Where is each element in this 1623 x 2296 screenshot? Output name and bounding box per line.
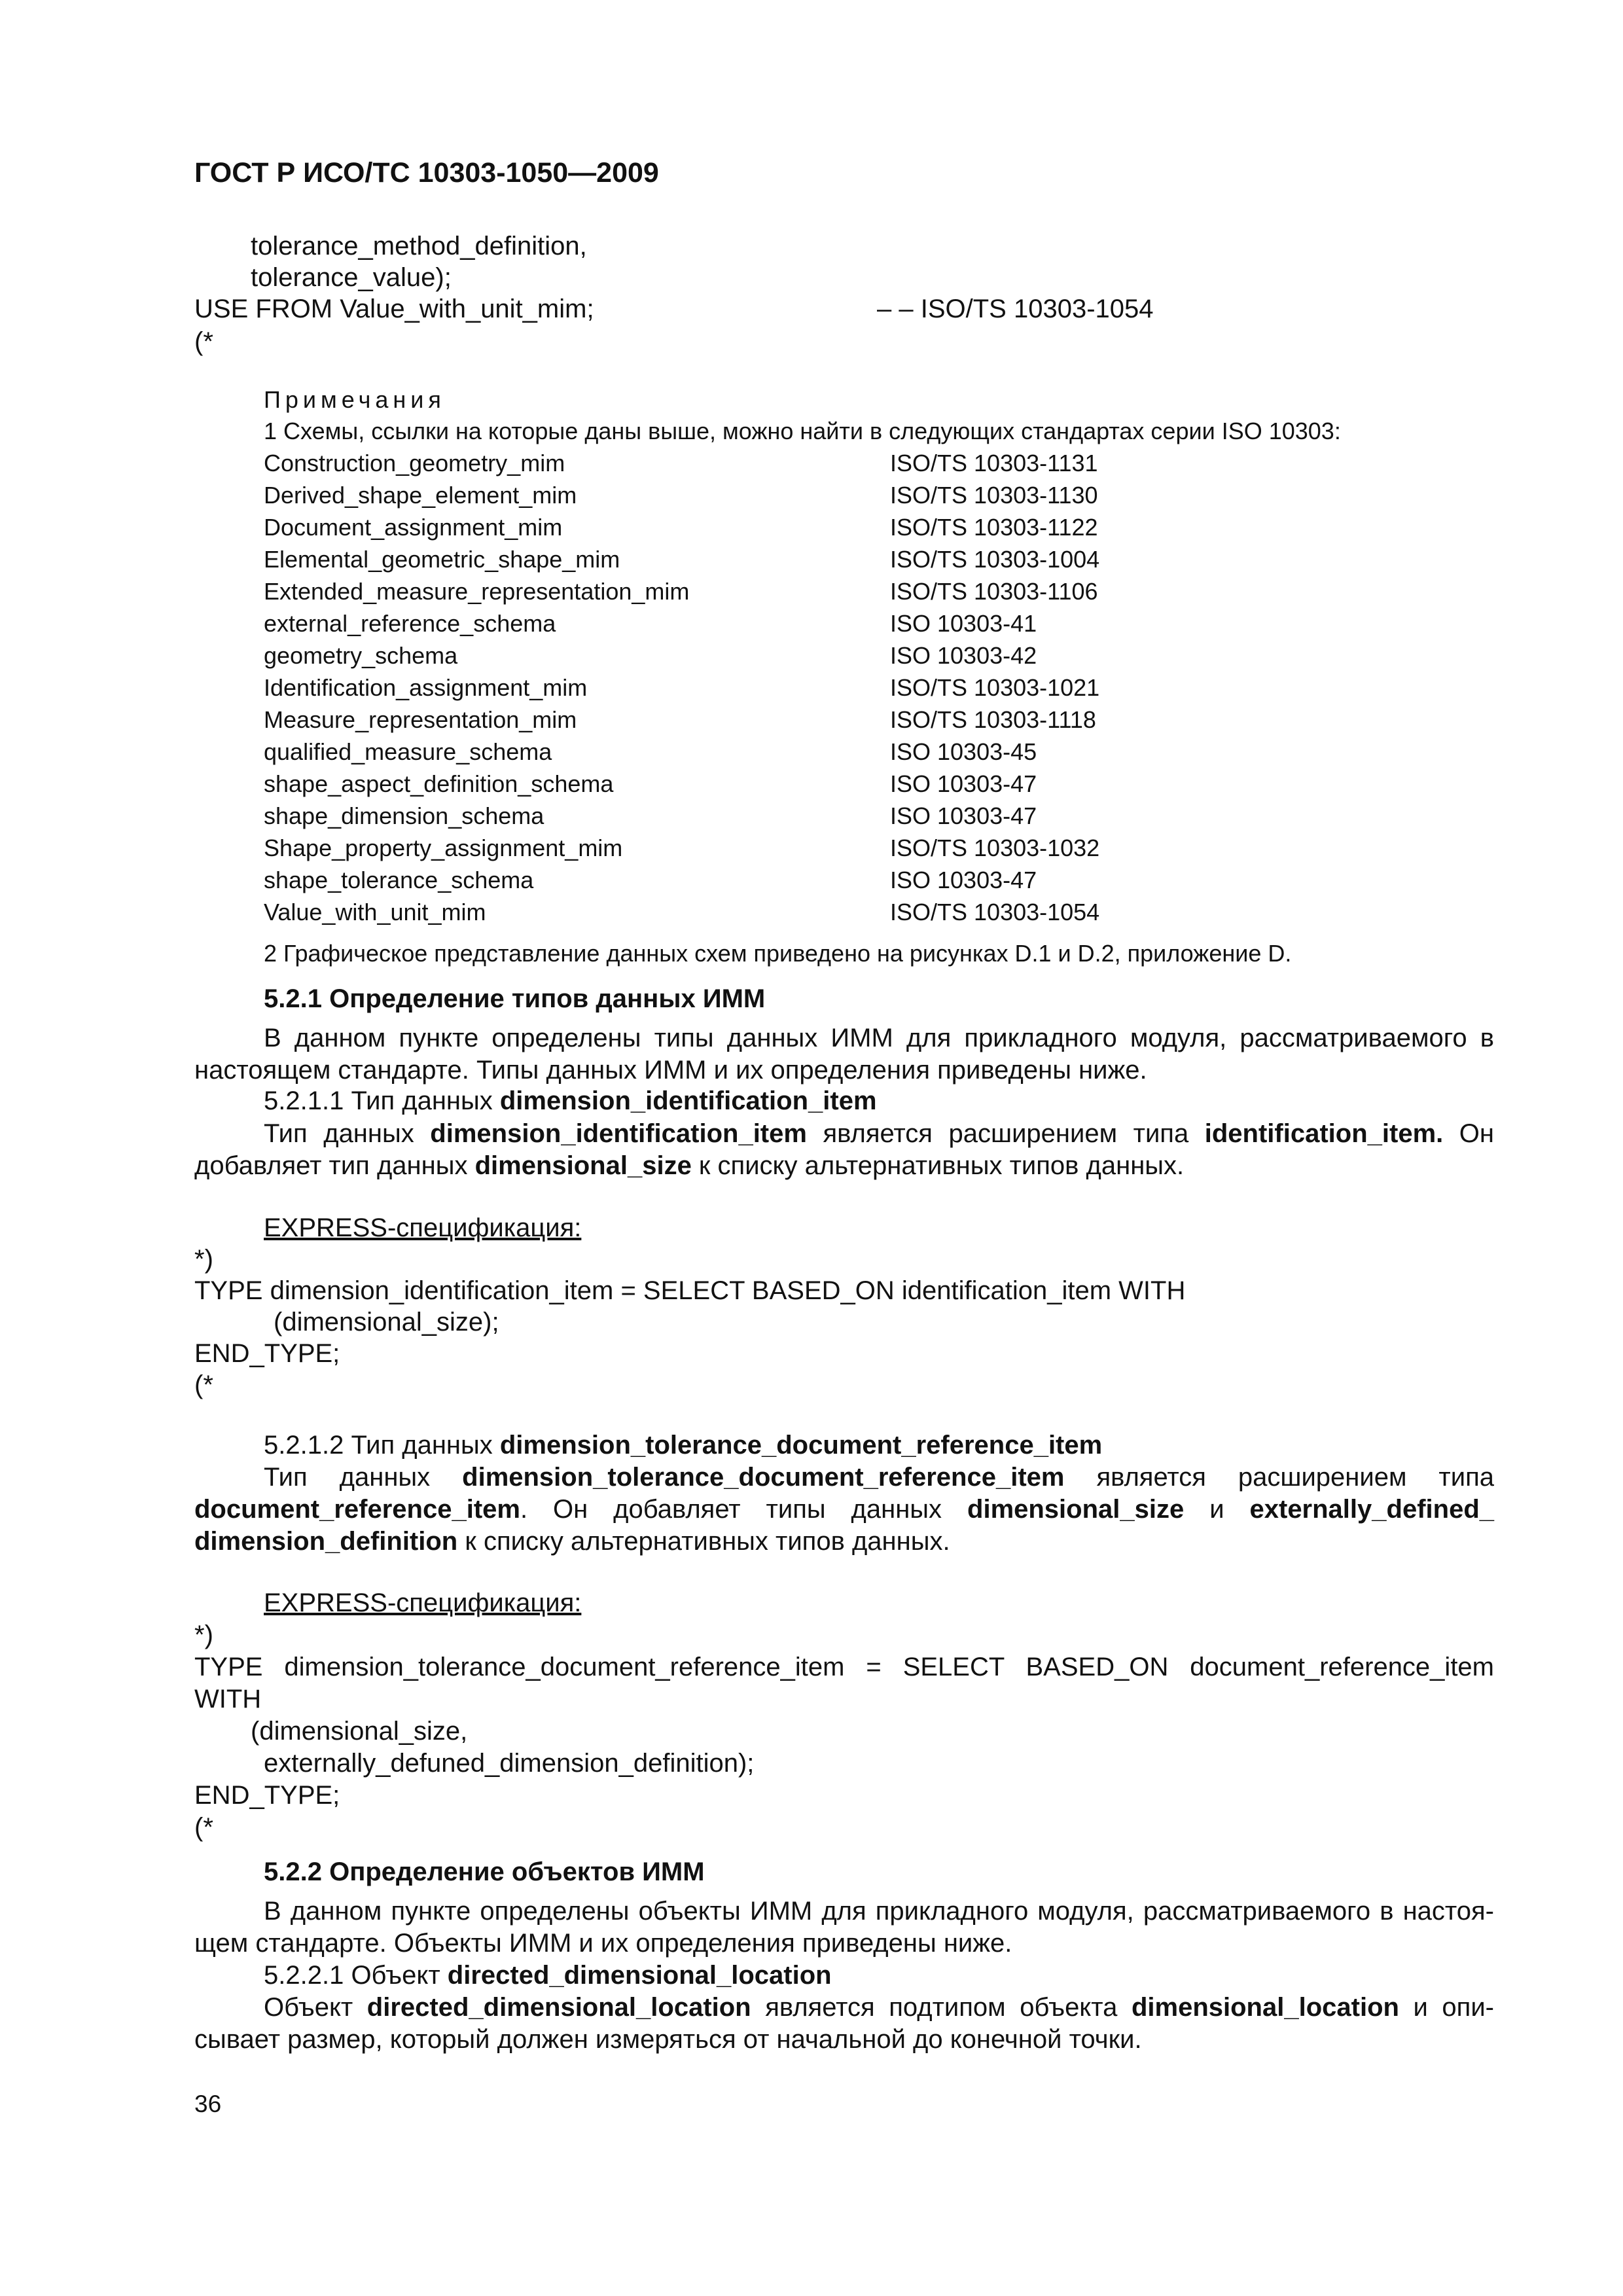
- paragraph-line: настоящем стандарте. Типы данных ИММ и их определения приведены ниже.: [194, 1056, 1147, 1085]
- notes-heading: Примечания: [264, 386, 446, 413]
- paragraph-line: Объект directed_dimensional_location является подтипом объекта dimensional_location и опи-: [264, 1993, 1495, 2022]
- term: dimension_identification_item: [430, 1119, 807, 1148]
- schema-name: external_reference_schema: [264, 610, 556, 637]
- code-line: (dimensional_size);: [274, 1308, 499, 1336]
- paragraph-line: щем стандарте. Объекты ИММ и их определения приведены ниже.: [194, 1929, 1012, 1958]
- term: dimensional_location: [1131, 1993, 1399, 2022]
- schema-name: Measure_representation_mim: [264, 706, 577, 733]
- page-number: 36: [194, 2090, 222, 2117]
- code-line: tolerance_method_definition,: [251, 232, 587, 260]
- note-2: 2 Графическое представление данных схем приведено на рисунках D.1 и D.2, приложение D.: [264, 940, 1292, 967]
- schema-standard: ISO/TS 10303-1130: [890, 482, 1098, 509]
- code-line: (*: [194, 327, 213, 356]
- schema-name: Extended_measure_representation_mim: [264, 578, 690, 605]
- paragraph-line: Тип данных dimension_tolerance_document_reference_item является расширением типа: [264, 1463, 1495, 1492]
- code-line: WITH: [194, 1685, 262, 1713]
- section-heading: 5.2.2 Определение объектов ИММ: [264, 1857, 705, 1886]
- schema-standard: ISO/TS 10303-1106: [890, 578, 1098, 605]
- schema-name: Shape_property_assignment_mim: [264, 834, 623, 861]
- schema-standard: ISO 10303-42: [890, 642, 1037, 669]
- schema-name: Construction_geometry_mim: [264, 450, 565, 476]
- code-comment: – – ISO/TS 10303-1054: [877, 295, 1154, 323]
- section-heading: 5.2.1 Определение типов данных ИММ: [264, 984, 766, 1013]
- schema-standard: ISO/TS 10303-1004: [890, 546, 1100, 573]
- code-line: *): [194, 1621, 213, 1649]
- paragraph-line: добавляет тип данных dimensional_size к списку альтернативных типов данных.: [194, 1151, 1185, 1180]
- code-line: END_TYPE;: [194, 1781, 340, 1810]
- schema-standard: ISO/TS 10303-1032: [890, 834, 1100, 861]
- schema-name: geometry_schema: [264, 642, 458, 669]
- schema-standard: ISO 10303-47: [890, 770, 1037, 797]
- subsection-heading: 5.2.1.2 Тип данных dimension_tolerance_document_reference_item: [264, 1431, 1103, 1460]
- schema-name: Derived_shape_element_mim: [264, 482, 577, 509]
- code-line: externally_defuned_dimension_definition);: [264, 1749, 755, 1778]
- schema-name: shape_dimension_schema: [264, 802, 544, 829]
- schema-name: Identification_assignment_mim: [264, 674, 588, 701]
- code-line: (*: [194, 1813, 213, 1842]
- paragraph-line: сывает размер, который должен измеряться от начальной до конечной точки.: [194, 2025, 1142, 2054]
- schema-standard: ISO/TS 10303-1054: [890, 899, 1100, 925]
- schema-standard: ISO 10303-47: [890, 802, 1037, 829]
- paragraph-line: dimension_definition к списку альтернативных типов данных.: [194, 1527, 950, 1556]
- schema-standard: ISO 10303-45: [890, 738, 1037, 765]
- term: document_reference_item: [194, 1495, 520, 1524]
- schema-standard: ISO 10303-41: [890, 610, 1037, 637]
- term: dimensional_size: [967, 1495, 1185, 1524]
- term: dimension_definition: [194, 1527, 458, 1556]
- term: directed_dimensional_location: [447, 1961, 832, 1990]
- code-line: tolerance_value);: [251, 263, 452, 292]
- term: dimension_tolerance_document_reference_item: [462, 1463, 1065, 1492]
- schema-standard: ISO/TS 10303-1118: [890, 706, 1096, 733]
- code-line: (dimensional_size,: [251, 1717, 468, 1746]
- schema-name: Document_assignment_mim: [264, 514, 563, 541]
- subsection-heading: 5.2.2.1 Объект directed_dimensional_location: [264, 1961, 832, 1990]
- term: directed_dimensional_location: [366, 1993, 751, 2022]
- schema-standard: ISO 10303-47: [890, 867, 1037, 893]
- paragraph-line: document_reference_item. Он добавляет типы данных dimensional_size и externally_defined_: [194, 1495, 1494, 1524]
- term: dimension_identification_item: [499, 1086, 877, 1115]
- schema-name: shape_tolerance_schema: [264, 867, 534, 893]
- express-label: EXPRESS-спецификация:: [264, 1588, 582, 1617]
- code-line: (*: [194, 1371, 213, 1399]
- term: externally_defined_: [1249, 1495, 1494, 1524]
- schema-name: Value_with_unit_mim: [264, 899, 486, 925]
- term: dimension_tolerance_document_reference_item: [499, 1431, 1103, 1460]
- code-line: USE FROM Value_with_unit_mim;: [194, 295, 594, 323]
- subsection-heading: 5.2.1.1 Тип данных dimension_identification_item: [264, 1086, 877, 1115]
- term: dimensional_size: [474, 1151, 692, 1180]
- schema-name: qualified_measure_schema: [264, 738, 552, 765]
- express-label: EXPRESS-спецификация:: [264, 1213, 582, 1242]
- schema-standard: ISO/TS 10303-1131: [890, 450, 1098, 476]
- note-1: 1 Схемы, ссылки на которые даны выше, можно найти в следующих стандартах серии ISO 10303:: [264, 418, 1341, 444]
- code-line: TYPE dimension_identification_item = SELECT BASED_ON identification_item WITH: [194, 1276, 1186, 1305]
- code-line: TYPE dimension_tolerance_document_reference_item = SELECT BASED_ON document_reference_item: [194, 1653, 1494, 1681]
- schema-name: Elemental_geometric_shape_mim: [264, 546, 620, 573]
- paragraph-line: В данном пункте определены типы данных ИММ для прикладного модуля, рассматриваемого в: [264, 1024, 1494, 1052]
- schema-standard: ISO/TS 10303-1122: [890, 514, 1098, 541]
- code-line: *): [194, 1245, 213, 1274]
- schema-standard: ISO/TS 10303-1021: [890, 674, 1100, 701]
- paragraph-line: В данном пункте определены объекты ИММ для прикладного модуля, рассматриваемого в настоя-: [264, 1897, 1494, 1926]
- term: identification_item.: [1204, 1119, 1444, 1148]
- code-line: END_TYPE;: [194, 1339, 340, 1368]
- schema-name: shape_aspect_definition_schema: [264, 770, 614, 797]
- paragraph-line: Тип данных dimension_identification_item является расширением типа identification_item. Он: [264, 1119, 1494, 1148]
- document-header: ГОСТ Р ИСО/ТС 10303-1050—2009: [194, 157, 659, 188]
